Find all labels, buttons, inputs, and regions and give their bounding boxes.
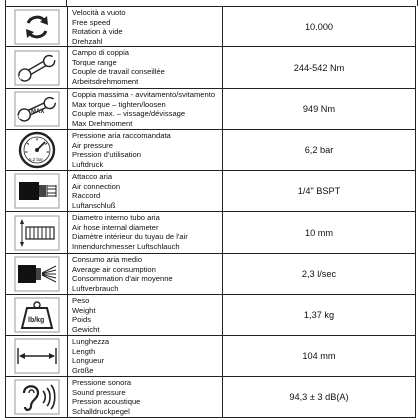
label-de: Innendurchmesser Luftschlauch — [72, 241, 180, 251]
spec-value: 104 mm — [302, 351, 336, 361]
label-it: Peso — [72, 296, 90, 305]
label-fr: Diamètre intérieur du tuyau de l'air — [72, 232, 188, 242]
label-it: Coppia massima - avvitamento/svitamento — [72, 90, 216, 99]
label-fr: Pression d'utilisation — [72, 150, 141, 160]
label-en: Air connection — [72, 181, 121, 191]
spec-row-torque-range — [5, 46, 416, 89]
label-de: Luftverbrauch — [72, 283, 119, 293]
ear-sound-icon — [6, 377, 68, 417]
spec-labels — [68, 295, 223, 335]
label-en: Weight — [72, 305, 96, 315]
label-de: Schalldruckpegel — [72, 406, 130, 416]
label-en: Torque range — [72, 57, 117, 67]
spec-value: 2,3 l/sec — [301, 269, 337, 279]
spec-labels — [68, 254, 223, 294]
label-de: Drehzahl — [72, 36, 103, 46]
label-de: Größe — [72, 365, 94, 375]
svg-text:6.2 bar: 6.2 bar — [28, 157, 43, 162]
label-it: Campo di coppia — [72, 48, 129, 57]
label-en: Sound pressure — [72, 387, 126, 397]
air-consumption-icon — [6, 254, 68, 294]
label-fr: Raccord — [72, 191, 101, 201]
label-it: Pressione aria raccomandata — [72, 131, 171, 140]
spec-labels — [68, 130, 223, 170]
label-it: Velocità a vuoto — [72, 8, 126, 17]
air-connection-icon — [6, 171, 68, 211]
spec-value: 949 Nm — [302, 104, 336, 114]
spec-labels — [68, 89, 223, 129]
spec-row-air-consumption — [5, 253, 416, 295]
label-en: Air hose internal diameter — [72, 222, 159, 232]
label-en: Free speed — [72, 17, 111, 27]
label-de: Gewicht — [72, 324, 100, 334]
cut-off-label — [73, 0, 115, 1]
label-fr: Couple de travail conseillée — [72, 67, 165, 77]
label-fr: Rotation à vide — [72, 27, 123, 37]
spec-labels — [68, 377, 223, 417]
svg-text:MAX: MAX — [30, 109, 44, 115]
label-de: Luftanschluß — [72, 200, 116, 210]
spec-labels — [68, 212, 223, 253]
label-fr: Poids — [72, 315, 91, 325]
label-it: Pressione sonora — [72, 378, 132, 387]
spec-row-air-pressure — [5, 129, 416, 171]
label-en: Length — [72, 346, 96, 356]
label-fr: Couple max. – vissage/dévissage — [72, 109, 186, 119]
spec-value: 244-542 Nm — [293, 62, 345, 73]
length-arrow-icon — [6, 336, 68, 376]
label-fr: Pression acoustique — [72, 397, 141, 407]
label-en: Air pressure — [72, 140, 113, 150]
spec-row-sound-pressure — [5, 376, 416, 418]
label-it: Attacco aria — [72, 172, 113, 181]
spec-value: 1,37 kg — [303, 310, 335, 320]
label-de: Luftdruck — [72, 159, 104, 169]
spec-row-hose-diameter — [5, 211, 416, 254]
label-it: Diametro interno tubo aria — [72, 213, 160, 222]
spec-row-free-speed — [5, 6, 416, 47]
svg-text:lb/kg: lb/kg — [27, 317, 44, 324]
rotation-arrows-icon — [6, 7, 68, 46]
label-de: Arbeitsdrehmoment — [72, 76, 139, 86]
spec-row-max-torque — [5, 88, 416, 130]
spec-labels — [68, 7, 223, 46]
wrench-icon — [6, 47, 68, 88]
label-de: Max Drehmoment — [72, 118, 133, 128]
label-it: Consumo aria medio — [72, 255, 143, 264]
spec-row-air-connection — [5, 170, 416, 212]
label-fr: Consommation d'air moyenne — [72, 274, 173, 284]
spec-row-weight — [5, 294, 416, 336]
spec-value: 94,3 ± 3 dB(A) — [289, 392, 349, 402]
label-it: Lunghezza — [72, 337, 110, 346]
hose-diameter-icon — [6, 212, 68, 253]
spec-labels — [68, 47, 223, 88]
pressure-gauge-icon — [6, 130, 68, 170]
weight-icon — [6, 295, 68, 335]
spec-value: 1/4" BSPT — [297, 186, 341, 196]
spec-labels — [68, 336, 223, 376]
label-en: Max torque – tighten/loosen — [72, 99, 166, 109]
spec-labels — [68, 171, 223, 211]
label-fr: Longueur — [72, 356, 105, 366]
spec-value: 10.000 — [304, 21, 334, 32]
spec-value: 10 mm — [304, 227, 334, 238]
spec-row-length — [5, 335, 416, 377]
spec-value: 6,2 bar — [304, 145, 334, 155]
label-en: Average air consumption — [72, 264, 156, 274]
wrench-max-icon — [6, 89, 68, 129]
